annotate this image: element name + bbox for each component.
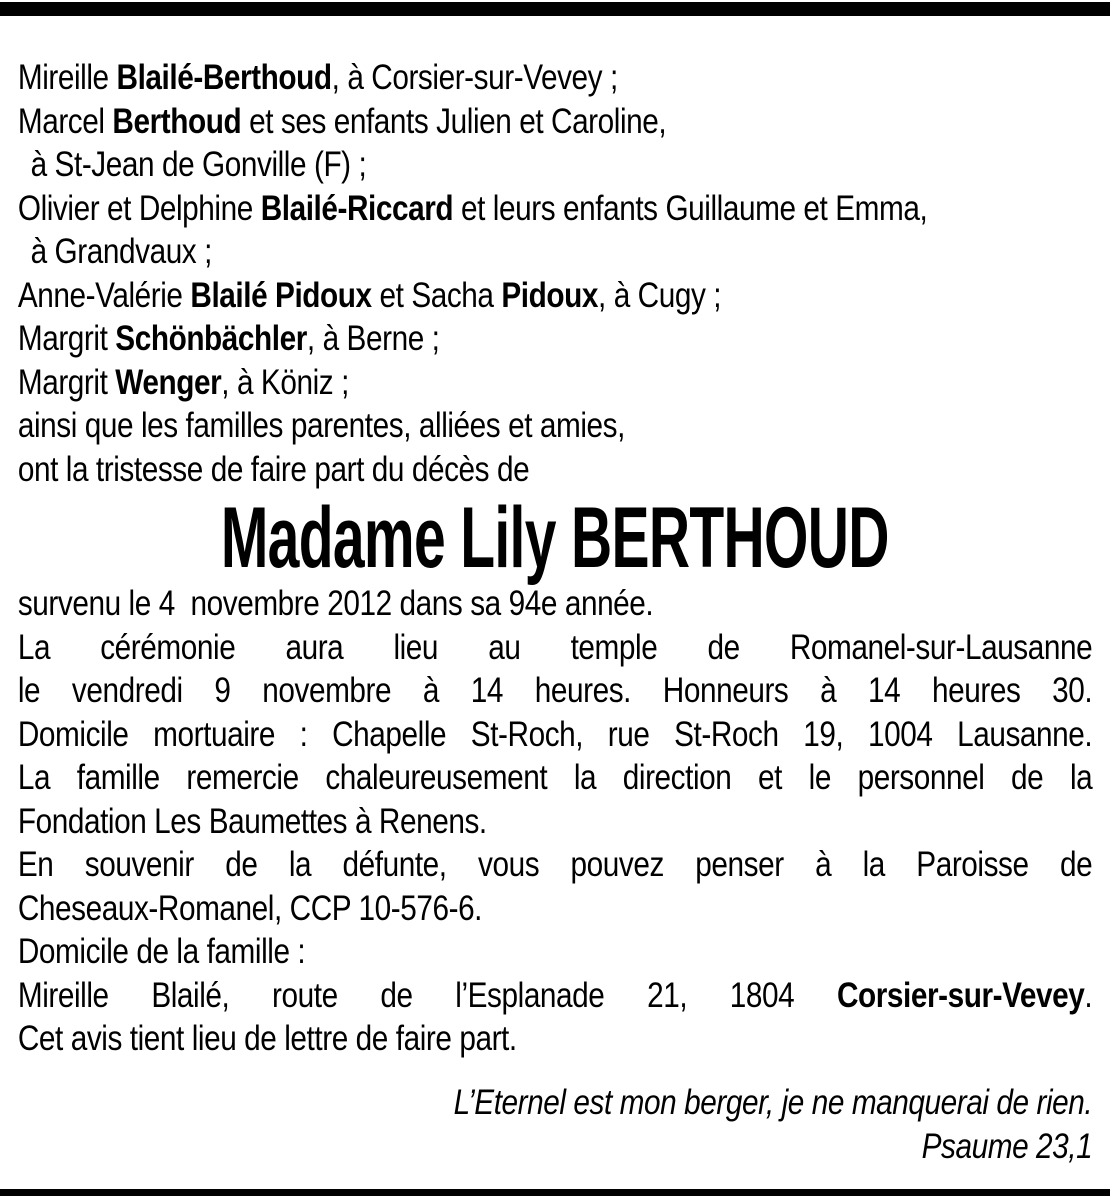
text-segment: , à Berne ; <box>306 319 440 358</box>
text-segment: Anne-Valérie <box>17 275 191 315</box>
family-name: Blailé-Berthoud <box>116 58 332 97</box>
text-segment: et Sacha <box>371 275 502 315</box>
text-segment: , à Köniz ; <box>221 362 349 402</box>
address-locality: Corsier-sur-Vevey <box>836 975 1085 1015</box>
family-line-7 <box>18 317 1092 361</box>
family-list <box>18 56 1092 491</box>
details-line-thanks-2: Fondation Les Baumettes à Renens. <box>17 801 487 841</box>
family-name: Pidoux <box>501 275 599 315</box>
text-segment: Mireille Blailé, route de l’Esplanade 21, 1804 <box>17 975 837 1015</box>
text-segment: , à Corsier-sur-Vevey ; <box>331 58 618 97</box>
text-segment: Margrit <box>17 362 116 402</box>
details-line-thanks-1: La famille remercie chaleureusement la direction et le personnel de la <box>17 758 1093 797</box>
text-segment: Marcel <box>17 101 113 141</box>
family-line-1 <box>18 56 1092 100</box>
family-line-6 <box>18 274 1092 318</box>
family-line-9 <box>18 404 1092 448</box>
family-name: Schönbächler <box>115 319 307 358</box>
details-line-ceremony-2: le vendredi 9 novembre à 14 heures. Honneurs à 14 heures 30. <box>17 671 1093 710</box>
details-line-mortuary: Domicile mortuaire : Chapelle St-Roch, rue St-Roch 19, 1004 Lausanne. <box>17 714 1093 754</box>
details-line-address <box>18 974 1092 1018</box>
details-line-donation-1: En souvenir de la défunte, vous pouvez penser à la Paroisse de <box>17 845 1093 884</box>
text-segment: ainsi que les familles parentes, alliées et amies, <box>17 406 625 445</box>
text-segment: Olivier et Delphine <box>17 188 261 228</box>
details-line-donation-2: Cheseaux-Romanel, CCP 10-576-6. <box>17 888 483 928</box>
family-line-2 <box>18 100 1092 144</box>
family-name: Blailé-Riccard <box>260 188 454 228</box>
family-name: Wenger <box>115 362 222 402</box>
details-line-domicile-label: Domicile de la famille : <box>17 932 306 971</box>
details-line-death: survenu le 4 novembre 2012 dans sa 94e année. <box>17 584 654 623</box>
family-line-10 <box>18 448 1092 492</box>
details-line-avis: Cet avis tient lieu de lettre de faire part. <box>17 1019 517 1058</box>
text-segment: , à Cugy ; <box>598 275 722 315</box>
family-line-8 <box>18 361 1092 405</box>
text-segment: . <box>1084 975 1093 1015</box>
quote-citation: Psaume 23,1 <box>921 1126 1093 1166</box>
family-line-5 <box>18 230 1092 274</box>
family-name: Berthoud <box>112 101 242 141</box>
deceased-name-headline <box>18 490 1092 586</box>
deceased-name: Madame Lily BERTHOUD <box>221 490 889 586</box>
text-segment: ont la tristesse de faire part du décès de <box>17 449 530 489</box>
text-segment: et leurs enfants Guillaume et Emma, <box>453 188 928 228</box>
bottom-rule <box>0 1189 1110 1196</box>
text-segment: Mireille <box>17 58 117 97</box>
text-segment: et ses enfants Julien et Caroline, <box>241 101 667 141</box>
scripture-quote <box>18 1081 1092 1169</box>
notice-details <box>18 582 1092 1061</box>
text-segment: à St-Jean de Gonville (F) ; <box>30 145 367 184</box>
details-line-ceremony-1: La cérémonie aura lieu au temple de Romanel-sur-Lausanne <box>17 627 1093 667</box>
family-line-4 <box>18 187 1092 231</box>
family-name: Blailé Pidoux <box>190 275 372 315</box>
family-line-3 <box>18 143 1092 187</box>
text-segment: à Grandvaux ; <box>30 232 212 271</box>
quote-verse: L’Eternel est mon berger, je ne manquerai de rien. <box>453 1082 1093 1122</box>
text-segment: Margrit <box>17 319 116 358</box>
